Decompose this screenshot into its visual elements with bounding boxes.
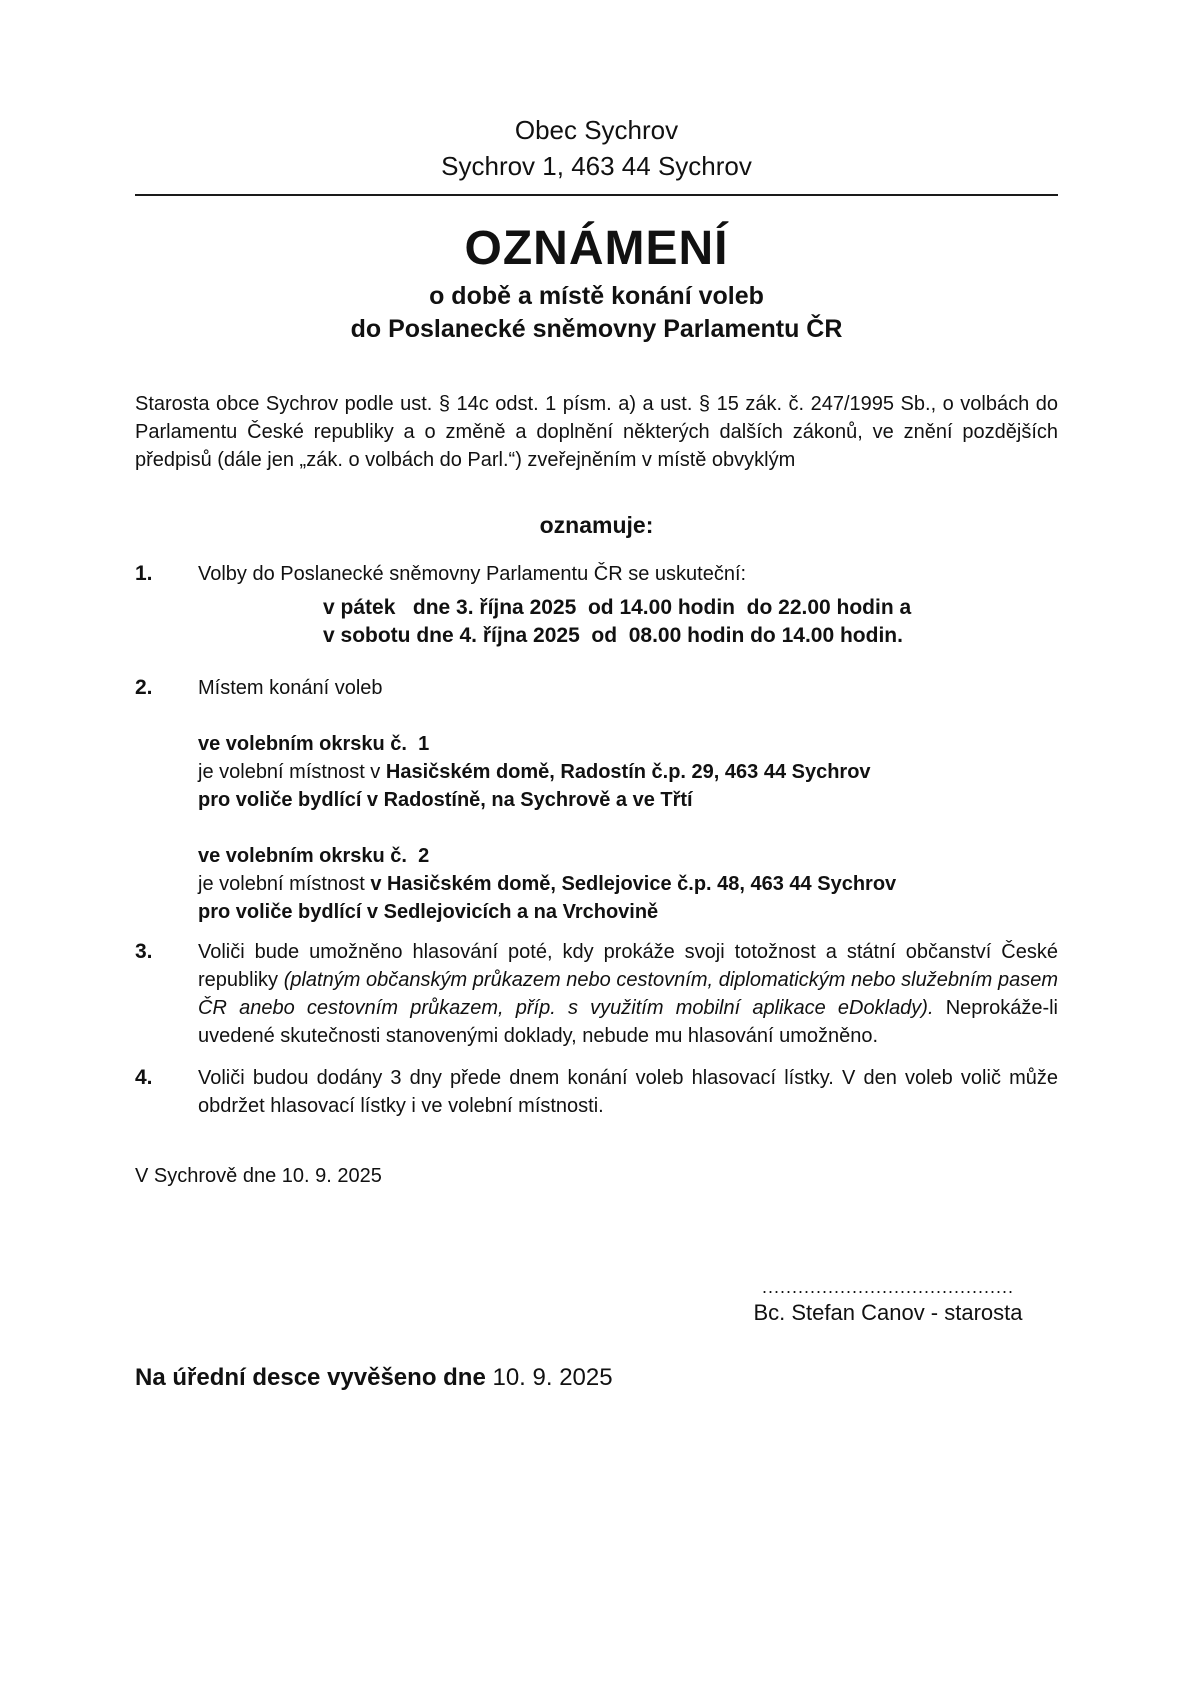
district-1-title: ve volebním okrsku č. 1 [198,733,430,755]
district-2-room [198,870,1058,898]
district-2-room-prefix: je volební místnost [198,873,371,895]
list-item-2 [135,674,1058,926]
list-item-1 [135,560,1058,650]
announce-heading: oznamuje: [539,512,654,538]
place-and-date: V Sychrově dne 10. 9. 2025 [135,1165,382,1187]
intro-paragraph: Starosta obce Sychrov podle ust. § 14c odst. 1 písm. a) a ust. § 15 zák. č. 247/1995 Sb., o volbách do Parlamentu České republiky a o změně a doplnění některých dalších zákonů, ve znění pozdějších předpisů (dále jen „zák. o volbách do Parl.“) zveřejněním v místě obvyklým [135,393,1058,471]
item-2-lead: Místem konání voleb [198,677,383,699]
item-4-number: 4. [135,1066,153,1089]
item-3-number: 3. [135,940,153,963]
district-1 [198,730,1058,814]
posting-note-date: 10. 9. 2025 [485,1364,613,1391]
org-address: Sychrov 1, 463 44 Sychrov [441,151,752,181]
election-schedule-friday: v pátek dne 3. října 2025 od 14.00 hodin do 22.00 hodin a [323,596,912,619]
item-2-number: 2. [135,676,153,699]
posting-note [135,1362,1058,1394]
item-3-content: Voliči bude umožněno hlasování poté, kdy prokáže svoji totožnost a státní občanství České republiky (platným občanským průkazem nebo cestovním, diplomatickým nebo služebním pasem ČR anebo cestovním průkazem, příp. s využitím mobilní aplikace eDoklady). Neprokáže-li uvedené skutečnosti stanovenými doklady, nebude mu hlasování umožněno. [198,941,1058,1047]
item-2-content [198,674,1058,926]
notice-subtitle-line2: do Poslanecké sněmovny Parlamentu ČR [350,315,843,343]
org-name: Obec Sychrov [514,115,679,145]
item-4-content: Voliči budou dodány 3 dny přede dnem konání voleb hlasovací lístky. V den voleb volič může obdržet hlasovací lístky i ve volební místnosti. [198,1067,1058,1117]
notice-title: OZNÁMENÍ [464,222,729,275]
signature-dotted-line: .......................................... [761,1277,1015,1297]
document-header [135,112,1058,184]
district-2 [198,842,1058,926]
district-1-room-address: Hasičském domě, Radostín č.p. 29, 463 44 Sychrov [385,761,871,783]
signatory-name: Bc. Stefan Canov - starosta [753,1300,1023,1325]
item-1-content [198,560,1058,650]
district-1-voters: pro voliče bydlící v Radostíně, na Sychrově a ve Třtí [198,789,693,811]
list-item-3 [135,938,1058,1050]
district-2-title: ve volebním okrsku č. 2 [198,845,430,867]
election-schedule-saturday: v sobotu dne 4. října 2025 od 08.00 hodin do 14.00 hodin. [323,624,903,647]
item-1-lead: Volby do Poslanecké sněmovny Parlamentu ČR se uskuteční: [198,563,747,585]
header-divider [135,194,1058,196]
posting-note-label: Na úřední desce vyvěšeno dne [135,1364,486,1391]
district-1-room-prefix: je volební místnost v [198,761,386,783]
item-1-number: 1. [135,562,153,585]
district-2-voters: pro voliče bydlící v Sedlejovicích a na Vrchovině [198,901,659,923]
district-2-room-address: v Hasičském domě, Sedlejovice č.p. 48, 463 44 Sychrov [370,873,897,895]
district-1-room [198,758,1058,786]
signature-block [738,1276,1038,1328]
list-item-4 [135,1064,1058,1120]
notice-subtitle-line1: o době a místě konání voleb [429,282,764,310]
